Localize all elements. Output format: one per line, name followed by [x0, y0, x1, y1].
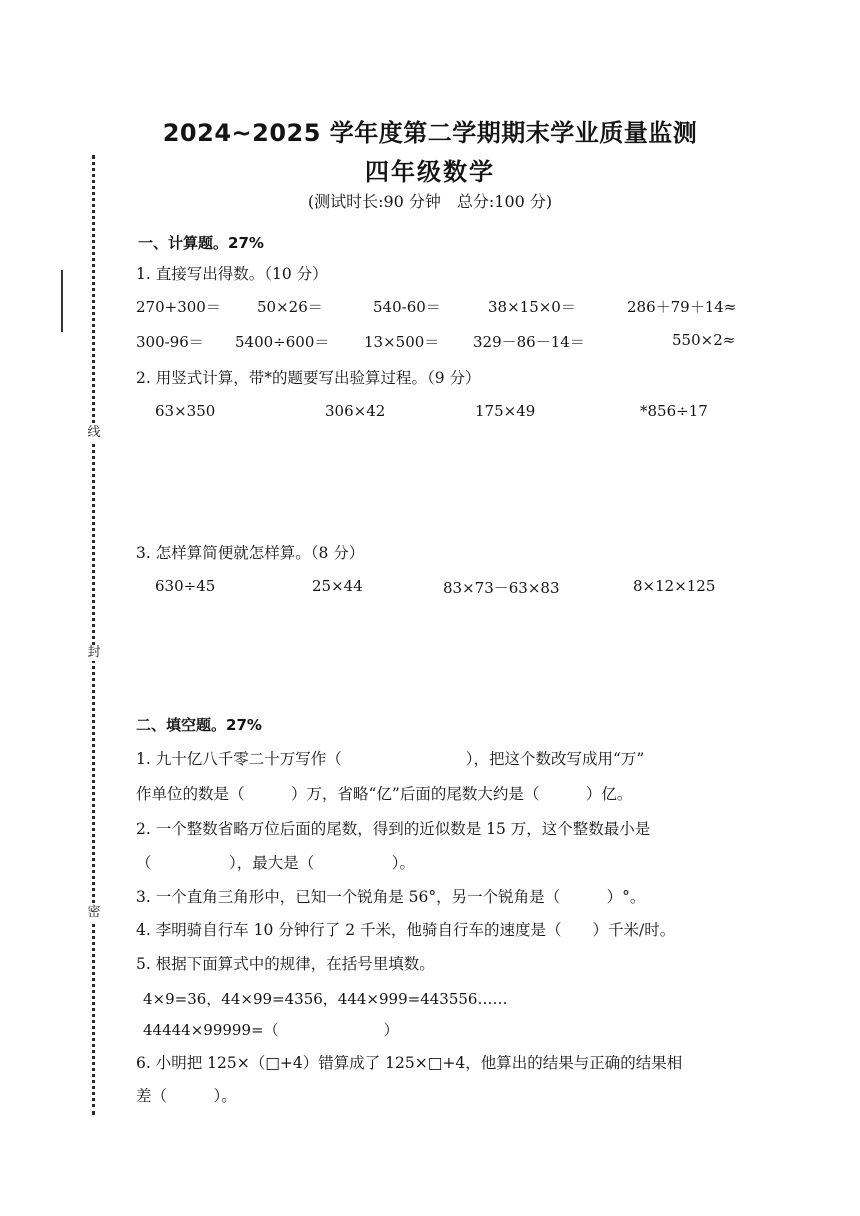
- binding-dotted-line: [92, 155, 95, 1115]
- vertical-calc-item: *856÷17: [640, 402, 708, 420]
- simplify-calc-item: 630÷45: [155, 577, 216, 595]
- scan-mark: [61, 270, 63, 332]
- calc-item: 270+300＝: [136, 298, 221, 316]
- question-1-title: 1. 直接写出得数。（10 分）: [136, 265, 328, 283]
- simplify-calc-item: 83×73－63×83: [443, 579, 560, 597]
- fill-line: （ ），最大是（ ）。: [136, 854, 416, 872]
- pattern-line: 4×9=36，44×99=4356，444×999=443556……: [143, 990, 508, 1008]
- exam-info: (测试时长:90 分钟 总分:100 分): [307, 192, 553, 211]
- section-2-title: 二、填空题。27%: [136, 716, 262, 734]
- vertical-calc-item: 306×42: [325, 402, 386, 420]
- calc-item: 300-96＝: [136, 333, 204, 351]
- binding-label-mi: 密: [84, 905, 104, 921]
- fill-line: 4. 李明骑自行车 10 分钟行了 2 千米，他骑自行车的速度是（ ）千米/时。: [136, 921, 676, 939]
- calc-item: 13×500＝: [364, 333, 440, 351]
- fill-line: 5. 根据下面算式中的规律，在括号里填数。: [136, 955, 435, 973]
- fill-line: 2. 一个整数省略万位后面的尾数，得到的近似数是 15 万，这个整数最小是: [136, 820, 651, 838]
- vertical-calc-item: 63×350: [155, 402, 216, 420]
- binding-label-feng: 封: [84, 645, 104, 661]
- calc-item: 38×15×0＝: [488, 298, 576, 316]
- calc-item: 550×2≈: [672, 331, 736, 349]
- calc-item: 540-60＝: [373, 298, 441, 316]
- calc-item: 50×26＝: [257, 298, 323, 316]
- calc-item: 329－86－14＝: [473, 333, 585, 351]
- binding-label-xian: 线: [84, 425, 104, 441]
- fill-line: 作单位的数是（ ）万，省略“亿”后面的尾数大约是（ ）亿。: [136, 785, 633, 803]
- fill-line: 1. 九十亿八千零二十万写作（ ），把这个数改写成用“万”: [136, 750, 645, 768]
- section-1-title: 一、计算题。27%: [138, 234, 264, 252]
- simplify-calc-item: 8×12×125: [633, 577, 716, 595]
- fill-line: 差（ ）。: [136, 1087, 237, 1105]
- question-3-title: 3. 怎样算简便就怎样算。（8 分）: [136, 544, 365, 562]
- calc-item: 5400÷600＝: [235, 333, 330, 351]
- exam-title: 2024~2025 学年度第二学期期末学业质量监测: [162, 119, 698, 147]
- fill-line: 6. 小明把 125×（□+4）错算成了 125×□+4，他算出的结果与正确的结果相: [136, 1054, 683, 1072]
- exam-subject: 四年级数学: [365, 158, 495, 186]
- pattern-line: 44444×99999=（ ）: [143, 1021, 399, 1039]
- calc-item: 286＋79＋14≈: [627, 298, 737, 316]
- question-2-title: 2. 用竖式计算，带*的题要写出验算过程。（9 分）: [136, 369, 481, 387]
- fill-line: 3. 一个直角三角形中，已知一个锐角是 56°，另一个锐角是（ ）°。: [136, 888, 646, 906]
- simplify-calc-item: 25×44: [312, 577, 363, 595]
- vertical-calc-item: 175×49: [475, 402, 536, 420]
